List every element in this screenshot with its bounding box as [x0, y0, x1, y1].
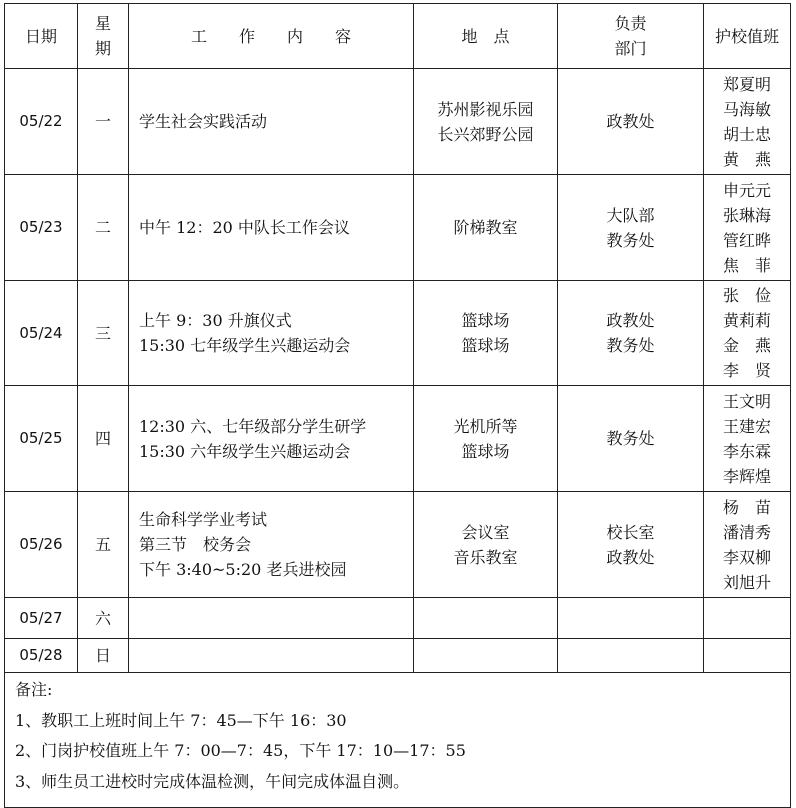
header-dept — [558, 4, 704, 69]
dept-line: 大队部 — [606, 205, 655, 225]
header-weekday-top: 星 — [94, 14, 111, 33]
weekday-cell: 五 — [78, 492, 129, 598]
duty-name: 申元元 — [722, 180, 771, 200]
duty-name: 黄莉莉 — [722, 311, 771, 330]
location-cell — [414, 386, 558, 492]
duty-name: 黄 燕 — [722, 149, 771, 169]
work-line: 15:30 七年级学生兴趣运动会 — [139, 336, 351, 355]
date-cell: 05/23 — [5, 175, 78, 281]
duty-name: 李双柳 — [722, 547, 771, 567]
location-cell — [414, 639, 558, 673]
dept-cell — [558, 175, 704, 281]
dept-cell — [558, 492, 704, 598]
header-row — [5, 4, 791, 69]
duty-name: 李东霖 — [722, 441, 771, 461]
duty-cell — [704, 281, 791, 386]
work-cell — [129, 598, 414, 639]
note-item: 1、教职工上班时间上午 7：45—下午 16：30 — [15, 710, 347, 730]
date-cell: 05/22 — [5, 69, 78, 175]
location-line: 长兴郊野公园 — [437, 124, 534, 144]
date-cell: 05/28 — [5, 639, 78, 673]
date-cell: 05/27 — [5, 598, 78, 639]
location-cell — [414, 69, 558, 175]
dept-cell — [558, 598, 704, 639]
date-cell: 05/24 — [5, 281, 78, 386]
location-line: 阶梯教室 — [453, 218, 518, 237]
date-cell: 05/26 — [5, 492, 78, 598]
duty-name: 金 燕 — [722, 336, 771, 355]
duty-name: 王建宏 — [722, 416, 771, 436]
work-cell — [129, 386, 414, 492]
location-line: 篮球场 — [461, 311, 510, 330]
notes-cell — [5, 673, 791, 808]
duty-name: 王文明 — [722, 391, 771, 411]
header-weekday-bottom: 期 — [94, 39, 111, 58]
weekday-cell: 日 — [78, 639, 129, 673]
notes-title: 备注: — [15, 680, 53, 699]
weekday-cell: 一 — [78, 69, 129, 175]
table-row — [5, 386, 791, 492]
work-cell — [129, 175, 414, 281]
duty-name: 张 俭 — [722, 286, 771, 305]
location-line: 篮球场 — [461, 336, 510, 355]
note-item: 2、门岗护校值班上午 7：00—7：45，下午 17：10—17：55 — [15, 741, 466, 760]
duty-name: 刘旭升 — [722, 572, 771, 592]
dept-line: 教务处 — [606, 336, 655, 355]
location-line: 光机所等 — [453, 416, 518, 436]
work-cell — [129, 281, 414, 386]
duty-cell — [704, 175, 791, 281]
duty-cell — [704, 639, 791, 673]
work-line: 学生社会实践活动 — [139, 112, 268, 131]
header-weekday — [78, 4, 129, 69]
work-line: 15:30 六年级学生兴趣运动会 — [139, 441, 351, 461]
work-cell — [129, 639, 414, 673]
duty-name: 李 贤 — [722, 361, 771, 380]
dept-line: 政教处 — [606, 311, 655, 330]
header-dept-top: 负责 — [614, 14, 647, 33]
location-cell — [414, 175, 558, 281]
location-cell — [414, 598, 558, 639]
header-dept-bottom: 部门 — [614, 39, 647, 58]
location-cell — [414, 492, 558, 598]
duty-name: 马海敏 — [722, 99, 771, 119]
header-work: 工 作 内 容 — [129, 4, 414, 69]
location-line: 篮球场 — [461, 441, 510, 461]
duty-name: 焦 菲 — [722, 255, 771, 275]
dept-cell — [558, 639, 704, 673]
work-line: 12:30 六、七年级部分学生研学 — [139, 416, 367, 436]
duty-name: 张琳海 — [722, 205, 771, 225]
table-row — [5, 639, 791, 673]
table-row — [5, 492, 791, 598]
table-row — [5, 598, 791, 639]
duty-name: 胡士忠 — [722, 124, 771, 144]
header-date: 日期 — [5, 4, 78, 69]
weekday-cell: 三 — [78, 281, 129, 386]
dept-line: 教务处 — [606, 230, 655, 250]
note-item: 3、师生员工进校时完成体温检测，午间完成体温自测。 — [15, 771, 410, 791]
schedule-table — [4, 3, 791, 808]
location-line: 会议室 — [461, 522, 510, 542]
work-line: 生命科学学业考试 — [139, 510, 268, 529]
weekday-cell: 六 — [78, 598, 129, 639]
duty-name: 李辉煌 — [722, 466, 771, 486]
header-location: 地 点 — [414, 4, 558, 69]
work-line: 中午 12：20 中队长工作会议 — [139, 218, 350, 237]
dept-line: 政教处 — [606, 547, 655, 567]
notes-row — [5, 673, 791, 808]
duty-name: 管红晔 — [722, 230, 771, 250]
table-row — [5, 69, 791, 175]
work-line: 上午 9：30 升旗仪式 — [139, 311, 292, 330]
table-row — [5, 281, 791, 386]
dept-cell — [558, 69, 704, 175]
work-cell — [129, 69, 414, 175]
location-line: 音乐教室 — [453, 547, 518, 567]
weekday-cell: 四 — [78, 386, 129, 492]
work-line: 下午 3:40~5:20 老兵进校园 — [139, 560, 347, 579]
dept-line: 教务处 — [606, 429, 655, 448]
dept-cell — [558, 386, 704, 492]
date-cell: 05/25 — [5, 386, 78, 492]
duty-name: 杨 苗 — [722, 497, 771, 517]
location-line: 苏州影视乐园 — [437, 99, 534, 119]
duty-cell — [704, 492, 791, 598]
work-cell — [129, 492, 414, 598]
dept-cell — [558, 281, 704, 386]
table-row — [5, 175, 791, 281]
duty-cell — [704, 69, 791, 175]
dept-line: 政教处 — [606, 112, 655, 131]
header-duty: 护校值班 — [704, 4, 791, 69]
duty-name: 郑夏明 — [722, 74, 771, 94]
duty-name: 潘清秀 — [722, 522, 771, 542]
duty-cell — [704, 386, 791, 492]
work-line: 第三节 校务会 — [139, 535, 252, 554]
duty-cell — [704, 598, 791, 639]
location-cell — [414, 281, 558, 386]
dept-line: 校长室 — [606, 522, 655, 542]
weekday-cell: 二 — [78, 175, 129, 281]
